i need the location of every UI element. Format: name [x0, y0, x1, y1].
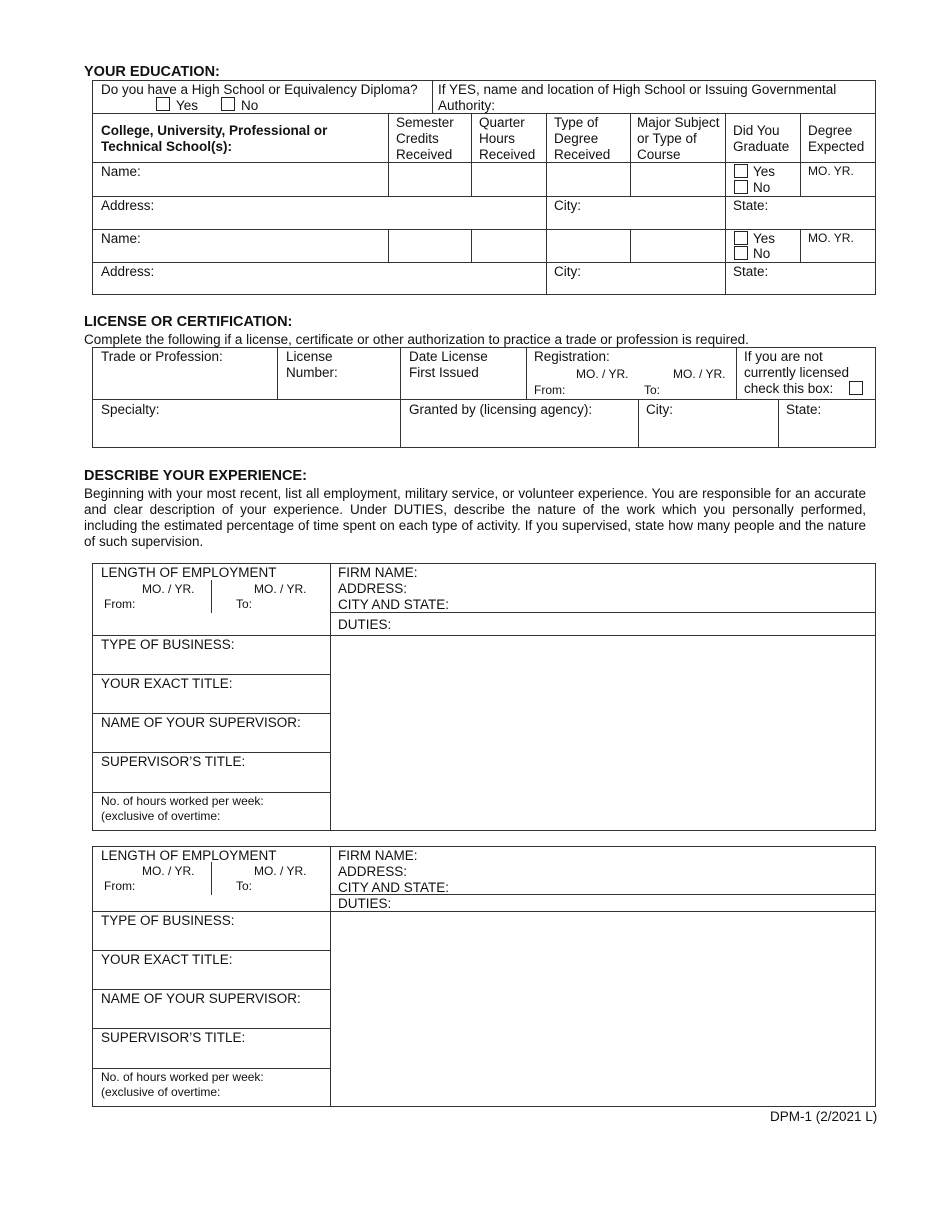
expected-header-2: Expected: [808, 139, 865, 154]
quarter-header-2: Hours: [479, 131, 516, 146]
graduate-header-1: Did You: [733, 123, 780, 138]
exp1-to-mo-yr: MO. / YR.: [254, 582, 307, 596]
education-heading: YOUR EDUCATION:: [84, 64, 220, 80]
exp1-city-state-label: CITY AND STATE:: [338, 597, 450, 612]
exp2-business-label: TYPE OF BUSINESS:: [101, 913, 235, 928]
degree-type-header-2: Degree: [554, 131, 599, 146]
school1-graduate-yes-checkbox[interactable]: [734, 164, 748, 178]
expected-header-1: Degree: [808, 123, 853, 138]
exp2-to-label: To:: [236, 879, 253, 893]
school2-address-label: Address:: [101, 264, 155, 279]
school2-graduate-no-checkbox[interactable]: [734, 246, 748, 260]
exp1-supervisor-label: NAME OF YOUR SUPERVISOR:: [101, 715, 301, 730]
major-header-3: Course: [637, 147, 681, 162]
exp1-hours-label-2: (exclusive of overtime:: [101, 809, 221, 823]
exp2-city-state-label: CITY AND STATE:: [338, 880, 450, 895]
exp1-address-label: ADDRESS:: [338, 581, 408, 596]
school1-address-label: Address:: [101, 198, 155, 213]
not-licensed-label-1: If you are not: [744, 349, 823, 364]
license-state-label: State:: [786, 402, 822, 417]
trade-label: Trade or Profession:: [101, 349, 223, 364]
semester-header-1: Semester: [396, 115, 454, 130]
school1-graduate-no-checkbox[interactable]: [734, 180, 748, 194]
date-license-label-2: First Issued: [409, 365, 479, 380]
diploma-no-checkbox[interactable]: [221, 97, 235, 111]
college-header-line1: College, University, Professional or: [101, 123, 328, 138]
school2-graduate-yes-label: Yes: [753, 231, 776, 246]
exp2-supervisor-title-label: SUPERVISOR’S TITLE:: [101, 1030, 246, 1045]
form-id: DPM-1 (2/2021 L): [770, 1109, 878, 1124]
license-number-label-1: License: [286, 349, 333, 364]
exp1-from-mo-yr: MO. / YR.: [142, 582, 195, 596]
diploma-no-label: No: [241, 98, 259, 113]
exp1-duties-label: DUTIES:: [338, 617, 392, 632]
graduate-header-2: Graduate: [733, 139, 790, 154]
registration-to-label: To:: [644, 383, 661, 397]
license-number-label-2: Number:: [286, 365, 338, 380]
exp1-title-label: YOUR EXACT TITLE:: [101, 676, 233, 691]
not-licensed-checkbox[interactable]: [849, 381, 863, 395]
license-heading: LICENSE OR CERTIFICATION:: [84, 314, 293, 330]
school1-state-label: State:: [733, 198, 769, 213]
diploma-question: Do you have a High School or Equivalency Diploma?: [101, 82, 418, 97]
school2-graduate-yes-checkbox[interactable]: [734, 231, 748, 245]
hs-name-label-line2: Authority:: [438, 98, 496, 113]
license-instructions: Complete the following if a license, certificate or other authorization to practice a trade or profession is required.: [84, 332, 749, 347]
license-city-label: City:: [646, 402, 673, 417]
exp2-from-label: From:: [104, 879, 136, 893]
school2-name-label: Name:: [101, 231, 141, 246]
school1-name-label: Name:: [101, 164, 141, 179]
not-licensed-label-3: check this box:: [744, 381, 834, 396]
exp2-hours-label-1: No. of hours worked per week:: [101, 1070, 264, 1084]
school2-state-label: State:: [733, 264, 769, 279]
exp2-length-label: LENGTH OF EMPLOYMENT: [101, 848, 277, 863]
exp2-address-label: ADDRESS:: [338, 864, 408, 879]
exp2-duties-label: DUTIES:: [338, 896, 392, 911]
semester-header-3: Received: [396, 147, 453, 162]
specialty-label: Specialty:: [101, 402, 160, 417]
major-header-2: or Type of: [637, 131, 697, 146]
exp2-firm-name-label: FIRM NAME:: [338, 848, 418, 863]
exp1-business-label: TYPE OF BUSINESS:: [101, 637, 235, 652]
diploma-yes-label: Yes: [176, 98, 199, 113]
exp1-from-label: From:: [104, 597, 136, 611]
exp2-hours-label-2: (exclusive of overtime:: [101, 1085, 221, 1099]
not-licensed-label-2: currently licensed: [744, 365, 850, 380]
exp1-firm-name-label: FIRM NAME:: [338, 565, 418, 580]
registration-from-mo-yr: MO. / YR.: [576, 367, 629, 381]
exp2-from-mo-yr: MO. / YR.: [142, 864, 195, 878]
diploma-yes-checkbox[interactable]: [156, 97, 170, 111]
experience-instructions: Beginning with your most recent, list all employment, military service, or volunteer experience. You are responsible for an accurate and clear description of your experience. Under DUTIES, describe the nature of the work which you personally performed, including the estimated percentage of time spent on each type of activity. If you supervised, state how many people and the nature of such supervision.: [84, 486, 866, 549]
exp2-to-mo-yr: MO. / YR.: [254, 864, 307, 878]
exp1-supervisor-title-label: SUPERVISOR’S TITLE:: [101, 754, 246, 769]
experience-heading: DESCRIBE YOUR EXPERIENCE:: [84, 468, 307, 484]
exp1-hours-label-1: No. of hours worked per week:: [101, 794, 264, 808]
registration-from-label: From:: [534, 383, 566, 397]
school1-expected-mo-yr: MO. YR.: [808, 164, 854, 178]
school1-graduate-no-label: No: [753, 180, 771, 195]
semester-header-2: Credits: [396, 131, 439, 146]
quarter-header-1: Quarter: [479, 115, 525, 130]
exp1-to-label: To:: [236, 597, 253, 611]
school2-city-label: City:: [554, 264, 581, 279]
exp2-title-label: YOUR EXACT TITLE:: [101, 952, 233, 967]
quarter-header-3: Received: [479, 147, 536, 162]
degree-type-header-3: Received: [554, 147, 611, 162]
date-license-label-1: Date License: [409, 349, 488, 364]
major-header-1: Major Subject: [637, 115, 720, 130]
college-header-line2: Technical School(s):: [101, 139, 233, 154]
degree-type-header-1: Type of: [554, 115, 599, 130]
school1-city-label: City:: [554, 198, 581, 213]
hs-name-label-line1: If YES, name and location of High School or Issuing Governmental: [438, 82, 837, 97]
school2-graduate-no-label: No: [753, 246, 771, 261]
school1-graduate-yes-label: Yes: [753, 164, 776, 179]
school2-expected-mo-yr: MO. YR.: [808, 231, 854, 245]
registration-to-mo-yr: MO. / YR.: [673, 367, 726, 381]
granted-by-label: Granted by (licensing agency):: [409, 402, 593, 417]
exp2-supervisor-label: NAME OF YOUR SUPERVISOR:: [101, 991, 301, 1006]
exp1-length-label: LENGTH OF EMPLOYMENT: [101, 565, 277, 580]
registration-label: Registration:: [534, 349, 610, 364]
